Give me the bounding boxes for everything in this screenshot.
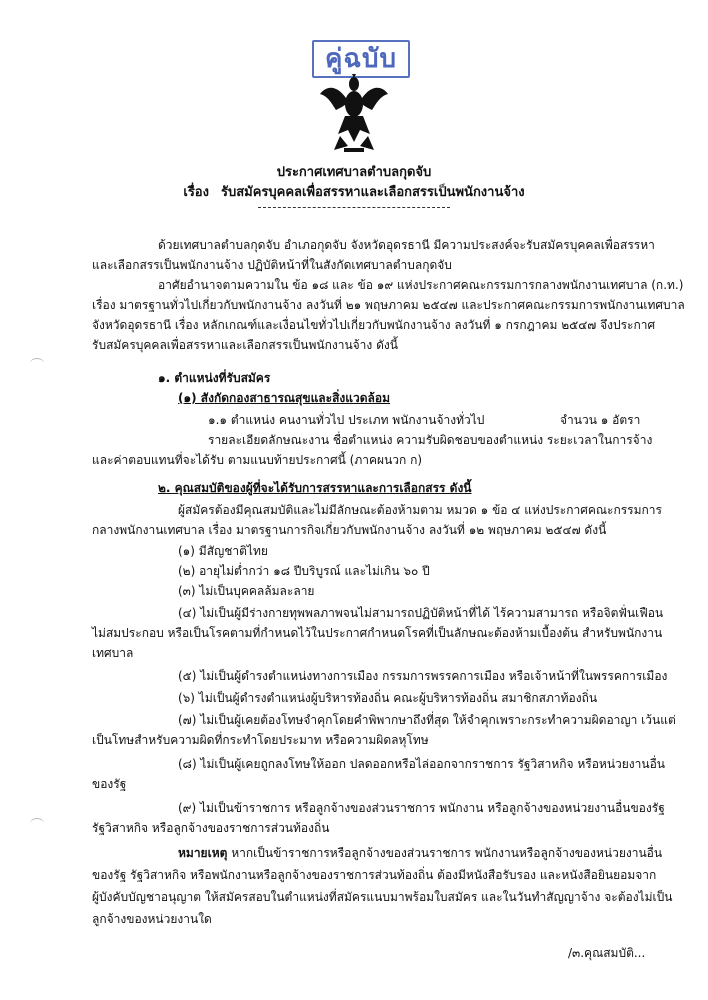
intro-line: จังหวัดอุดรธานี เรื่อง หลักเกณฑ์และเงื่อนไขทั่วไปเกี่ยวกับพนักงานจ้าง ลงวันที่ ๑ กรกฎาคม ๒๕๔๗ จึงประกาศ	[92, 318, 656, 332]
position-quota: จำนวน ๑ อัตรา	[560, 413, 641, 427]
note-line: ลูกจ้างของหน่วยงานใด	[92, 912, 212, 926]
section-1-heading: ๑. ตำแหน่งที่รับสมัคร	[158, 371, 271, 385]
qualification-item: (๘) ไม่เป็นผู้เคยถูกลงโทษให้ออก ปลดออกหรือไล่ออกจากราชการ รัฐวิสาหกิจ หรือหน่วยงานอื่น	[178, 757, 666, 771]
subject-text: รับสมัครบุคคลเพื่อสรรหาและเลือกสรรเป็นพนักงานจ้าง	[220, 185, 525, 200]
qualification-item: (๔) ไม่เป็นผู้มีร่างกายทุพพลภาพจนไม่สามารถปฏิบัติหน้าที่ได้ ไร้ความสามารถ หรือจิตฟั่นเฟือน	[178, 606, 664, 620]
announcement-title: ประกาศเทศบาลตำบลกุดจับ	[276, 165, 432, 180]
section-1-subheading: (๑) สังกัดกองสาธารณสุขและสิ่งแวดล้อม	[178, 391, 391, 405]
copy-stamp: คู่ฉบับ	[312, 40, 410, 78]
note-line	[178, 845, 662, 861]
qualification-item: (๕) ไม่เป็นผู้ดำรงตำแหน่งทางการเมือง กรรมการพรรคการเมือง หรือเจ้าหน้าที่ในพรรคการเมือง	[178, 669, 668, 683]
qualification-item: รัฐวิสาหกิจ หรือลูกจ้างของราชการส่วนท้องถิ่น	[92, 821, 330, 835]
page-mark	[30, 358, 44, 369]
note-text: หากเป็นข้าราชการหรือลูกจ้างของส่วนราชการ พนักงานหรือลูกจ้างของหน่วยงานอื่น	[231, 846, 663, 860]
qualification-item: (๖) ไม่เป็นผู้ดำรงตำแหน่งผู้บริหารท้องถิ่น คณะผู้บริหารท้องถิ่น สมาชิกสภาท้องถิ่น	[178, 691, 598, 705]
qualification-item: ไม่สมประกอบ หรือเป็นโรคตามที่กำหนดไว้ในประกาศกำหนดโรคที่เป็นลักษณะต้องห้ามเบื้องต้น สำหรับพนักงาน	[92, 626, 663, 640]
page-mark	[30, 818, 44, 829]
intro-line: ด้วยเทศบาลตำบลกุดจับ อำเภอกุดจับ จังหวัดอุดรธานี มีความประสงค์จะรับสมัครบุคคลเพื่อสรรหา	[158, 238, 655, 252]
qualification-item: (๙) ไม่เป็นข้าราชการ หรือลูกจ้างของส่วนราชการ พนักงาน หรือลูกจ้างของหน่วยงานอื่นของรัฐ	[178, 801, 665, 815]
position-detail: และค่าตอบแทนที่จะได้รับ ตามแนบท้ายประกาศนี้ (ภาคผนวก ก)	[92, 453, 423, 467]
qualification-item: (๑) มีสัญชาติไทย	[178, 544, 268, 558]
section-2-intro: ผู้สมัครต้องมีคุณสมบัติและไม่มีลักษณะต้องห้ามตาม หมวด ๑ ข้อ ๔ แห่งประกาศคณะกรรมการ	[178, 503, 662, 517]
continuation-note: /๓.คุณสมบัติ...	[568, 946, 646, 960]
section-2-intro: กลางพนักงานเทศบาล เรื่อง มาตรฐานการกิจเกี่ยวกับพนักงานจ้าง ลงวันที่ ๑๒ พฤษภาคม ๒๕๔๗ ดังนี้	[92, 523, 607, 537]
qualification-item: ของรัฐ	[92, 777, 127, 791]
note-line: ของรัฐ รัฐวิสาหกิจ หรือพนักงานหรือลูกจ้างของราชการส่วนท้องถิ่น ต้องมีหนังสือรับรอง และหนังสือยินยอมจาก	[92, 868, 657, 882]
note-line: ผู้บังคับบัญชาอนุญาต ให้สมัครสอบในตำแหน่งที่สมัครแนบมาพร้อมใบสมัคร และในวันทำสัญญาจ้าง จะต้องไม่เป็น	[92, 890, 673, 904]
qualification-item: เป็นโทษสำหรับความผิดที่กระทำโดยประมาท หรือความผิดลหุโทษ	[92, 733, 429, 747]
announcement-subject	[0, 181, 708, 202]
qualification-item: (๓) ไม่เป็นบุคคลล้มละลาย	[178, 584, 315, 598]
intro-line: เรื่อง มาตรฐานทั่วไปเกี่ยวกับพนักงานจ้าง ลงวันที่ ๒๑ พฤษภาคม ๒๕๔๗ และประกาศคณะกรรมการพนักงานเทศบาล	[92, 298, 685, 312]
note-label: หมายเหตุ	[178, 846, 228, 860]
intro-line: อาศัยอำนาจตามความใน ข้อ ๑๘ และ ข้อ ๑๙ แห่งประกาศคณะกรรมการกลางพนักงานเทศบาล (ก.ท.)	[158, 278, 684, 292]
qualification-item: (๒) อายุไม่ต่ำกว่า ๑๘ ปีบริบูรณ์ และไม่เกิน ๖๐ ปี	[178, 564, 430, 578]
intro-line: รับสมัครบุคคลเพื่อสรรหาและเลือกสรรเป็นพนักงานจ้าง ดังนี้	[92, 338, 398, 352]
header-divider	[258, 207, 450, 208]
qualification-item: เทศบาล	[92, 646, 134, 660]
subject-label: เรื่อง	[183, 185, 209, 200]
position-detail: รายละเอียดลักษณะงาน ชื่อตำแหน่ง ความรับผิดชอบของตำแหน่ง ระยะเวลาในการจ้าง	[208, 433, 653, 447]
garuda-emblem-icon	[318, 74, 390, 154]
position-line: ๑.๑ ตำแหน่ง คนงานทั่วไป ประเภท พนักงานจ้างทั่วไป	[208, 413, 485, 427]
section-2-heading: ๒. คุณสมบัติของผู้ที่จะได้รับการสรรหาและการเลือกสรร ดังนี้	[158, 481, 472, 495]
intro-line: และเลือกสรรเป็นพนักงานจ้าง ปฏิบัติหน้าที่ในสังกัดเทศบาลตำบลกุดจับ	[92, 258, 452, 272]
qualification-item: (๗) ไม่เป็นผู้เคยต้องโทษจำคุกโดยคำพิพากษาถึงที่สุด ให้จำคุกเพราะกระทำความผิดอาญา เว้นแต่	[178, 713, 676, 727]
